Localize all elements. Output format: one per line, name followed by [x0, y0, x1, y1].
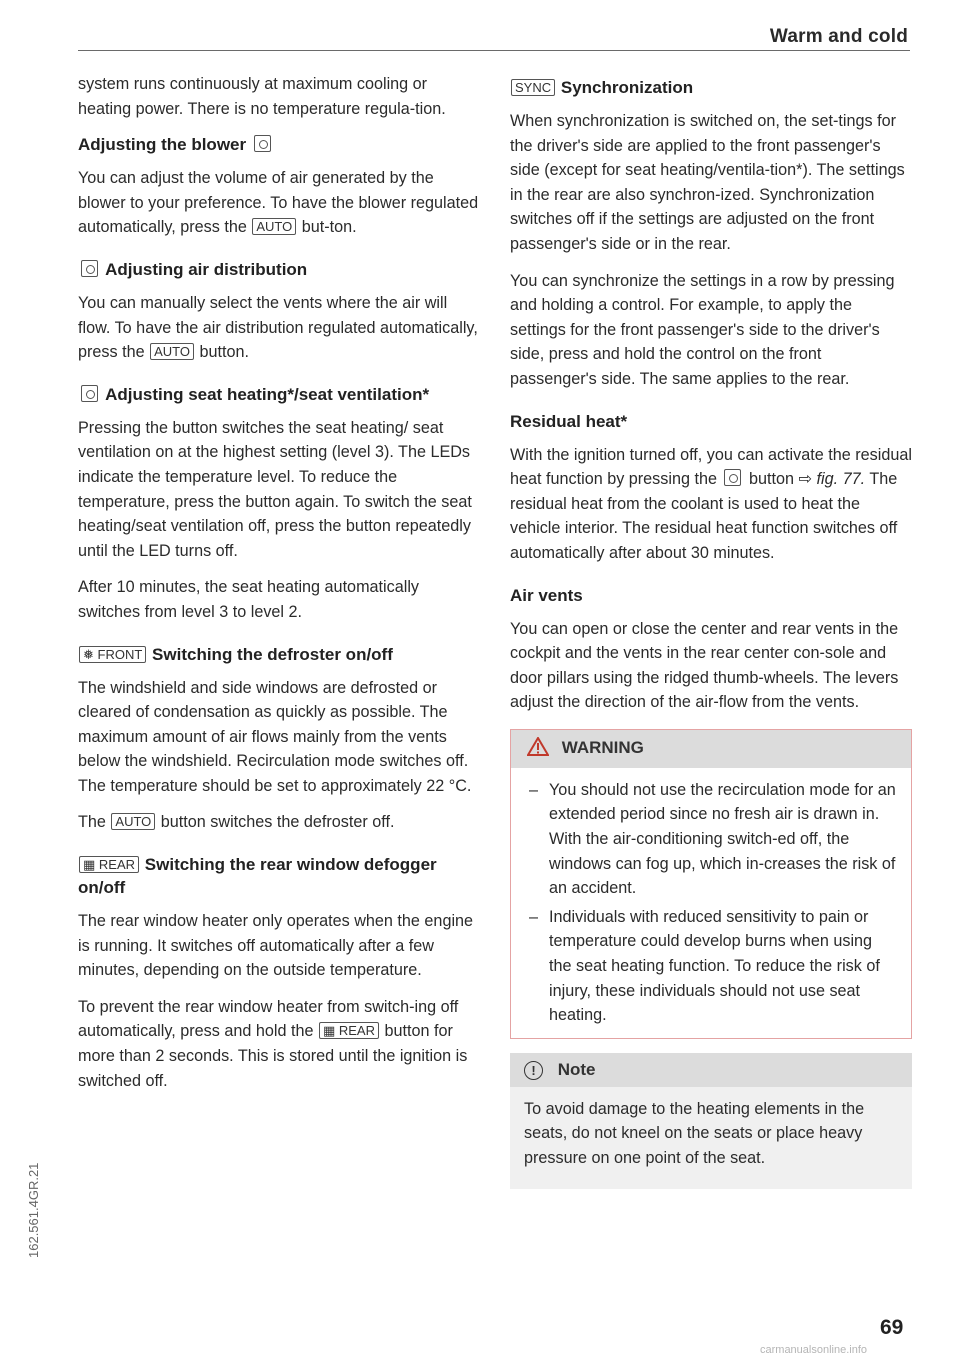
blower-heading-text: Adjusting the blower [78, 135, 247, 155]
defroster-heading [78, 643, 480, 666]
rear-paragraph-2 [78, 995, 480, 1093]
blower-text-after: but-ton. [301, 218, 357, 237]
rear-key-text: REAR [98, 857, 136, 873]
blower-heading [78, 133, 480, 156]
auto-key-label: AUTO [111, 813, 155, 830]
note-text: To avoid damage to the heating elements in the seats, do not kneel on the seats or place heavy pressure on one point of the seat. [524, 1099, 865, 1167]
rear-key-label [319, 1022, 379, 1039]
warning-body [511, 768, 911, 1038]
sync-paragraph-1: When synchronization is switched on, the set-tings for the driver's side are applied to the front passenger's side (except for seat heating/ventila-tion*). The settings in the rear are also synchron-ized. Synchronization switches off if the settings are adjusted on the front passenger's side or in the rear. [510, 112, 905, 253]
auto-key-label: AUTO [252, 218, 296, 235]
header-rule [78, 50, 910, 51]
watermark: carmanualsonline.info [760, 1344, 868, 1356]
warning-triangle-icon [527, 737, 549, 761]
auto-key-label: AUTO [150, 343, 194, 360]
seat-heating-icon [81, 385, 98, 402]
defroster-p2-after: button switches the defroster off. [160, 813, 395, 832]
note-body [510, 1087, 912, 1189]
defroster-p2-before: The [78, 813, 106, 832]
fan-icon [254, 135, 271, 152]
air-distribution-icon [81, 260, 98, 277]
residual-heading: Residual heat* [510, 411, 628, 431]
sync-heading [510, 76, 912, 99]
rear-defogger-heading [78, 853, 480, 899]
rear-defog-icon: ▦ [322, 1023, 336, 1039]
air-dist-paragraph [78, 291, 480, 365]
air-dist-heading [78, 258, 480, 281]
section-title: Warm and cold [769, 26, 908, 47]
defrost-icon: ❅ [83, 646, 94, 662]
air-dist-text-before: You can manually select the vents where the air will flow. To have the air distribution regulated automatically, press the [78, 293, 478, 362]
note-header [510, 1053, 912, 1087]
sync-paragraph-2: You can synchronize the settings in a row by pressing and holding a control. For example, to apply the settings for the front passenger's side to the driver's side, press and hold the control on the front passenger's side. The same applies to the rear. [510, 271, 895, 388]
rear-p2-after: button for more than 2 seconds. This is stored until the ignition is switched off. [78, 1022, 468, 1090]
residual-heat-icon [724, 469, 741, 486]
warning-list [525, 778, 897, 1028]
seat-paragraph-2: After 10 minutes, the seat heating automatically switches from level 3 to level 2. [78, 578, 420, 621]
seat-paragraph-1: Pressing the button switches the seat heating/ seat ventilation on at the highest setting (level 3). The LEDs indicate the temperature level. To reduce the temperature, press the button again. To switch the seat heating/seat ventilation off, press the button repeatedly until the LED turns off. [78, 418, 472, 560]
warning-title: WARNING [561, 737, 644, 757]
seat-heading-text: Adjusting seat heating*/seat ventilation* [105, 384, 430, 404]
defroster-paragraph-2 [78, 810, 480, 835]
page-number: 69 [880, 1316, 904, 1339]
warning-header [511, 730, 911, 768]
vents-heading: Air vents [510, 585, 583, 605]
rear-defog-icon: ▦ [83, 857, 96, 873]
blower-paragraph [78, 166, 480, 240]
seat-heading [78, 383, 480, 406]
defroster-paragraph-1: The windshield and side windows are defrosted or cleared of condensation as quickly as possible. The maximum amount of air flows mainly from the vents below the windshield. Recirculation mode switches off. The temperature should be set to approximately 22 °C. [78, 678, 472, 795]
rear-p2-before: To prevent the rear window heater from switch-ing off automatically, press and hold the [78, 997, 459, 1041]
warning-item: – You should not use the recirculation mode for an extended period since no fresh air is drawn in. With the air-conditioning switch-ed off, the windows can fog up, which in-creases the risk of an accident. [525, 778, 897, 901]
sync-key-label: SYNC [511, 79, 555, 96]
vents-paragraph: You can open or close the center and rear vents in the cockpit and the vents in the rear center con-sole and door pillars using the ridged thumb-wheels. The levers adjust the direction of the air-flow from the vents. [510, 619, 899, 712]
rear-key-text: REAR [338, 1023, 375, 1039]
residual-text-after: The residual heat from the coolant is used to heat the vehicle interior. The residual heat function switches off automatically after about 30 minutes. [510, 470, 898, 562]
intro-paragraph: system runs continuously at maximum cooling or heating power. There is no temperature regula-tion. [78, 75, 446, 118]
sync-heading-text: Synchronization [560, 78, 694, 97]
rear-defog-key-label [79, 856, 139, 873]
note-title: Note [557, 1059, 596, 1079]
blower-text-before: You can adjust the volume of air generated by the blower to your preference. To have the blower regulated automatically, press the [78, 169, 479, 237]
air-dist-text-after: button. [199, 343, 249, 362]
air-dist-heading-text: Adjusting air distribution [105, 259, 308, 279]
warning-box [510, 729, 912, 1039]
right-column [510, 72, 912, 1189]
front-defrost-key-label [79, 646, 146, 663]
document-code: 162.561.4GR.21 [26, 1162, 41, 1258]
left-column [78, 72, 480, 1105]
residual-text-mid: button [748, 470, 794, 489]
residual-text-before: With the ignition turned off, you can activate the residual heat function by pressing the [510, 445, 912, 489]
rear-heading-text: Switching the rear window defogger on/off [78, 855, 437, 898]
rear-paragraph-1: The rear window heater only operates when the engine is running. It switches off automatically after a few minutes, depending on the outside temperature. [78, 912, 474, 980]
residual-paragraph [510, 443, 912, 566]
defroster-heading-text: Switching the defroster on/off [152, 644, 393, 664]
note-info-icon: ! [524, 1061, 543, 1080]
front-key-text: FRONT [97, 646, 143, 662]
warning-item: – Individuals with reduced sensitivity to pain or temperature could develop burns when using the seat heating function. To reduce the risk of injury, these individuals should not use seat heating. [525, 905, 897, 1028]
figure-reference[interactable]: ⇨ fig. 77. [798, 470, 866, 489]
note-box [510, 1053, 912, 1189]
